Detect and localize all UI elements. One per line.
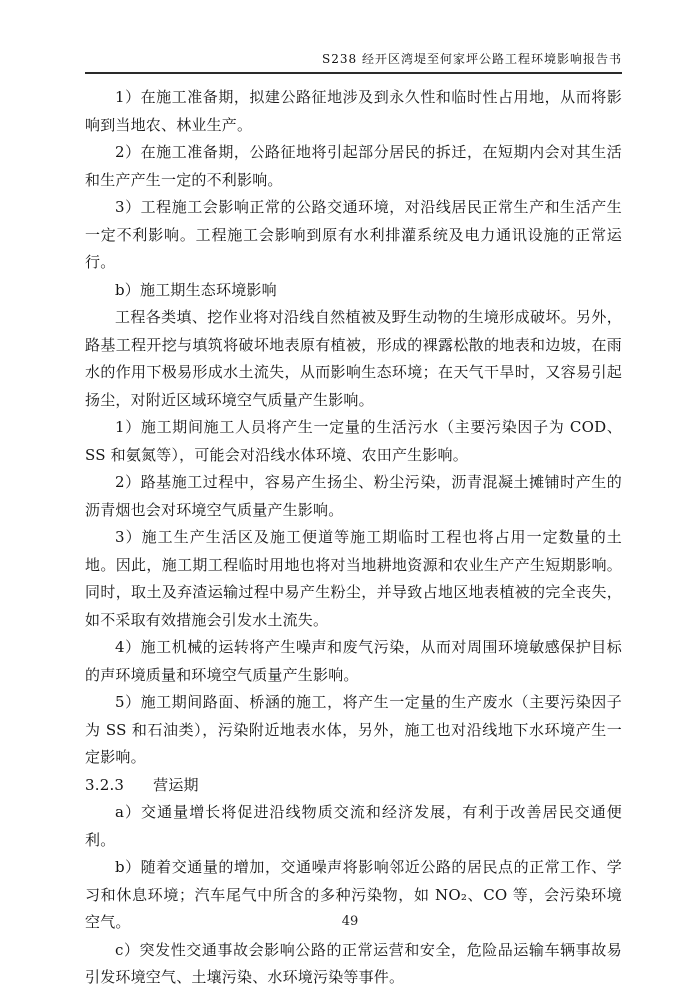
paragraph: 2）在施工准备期，公路征地将引起部分居民的拆迁，在短期内会对其生活和生产产生一定的不利影响。 xyxy=(85,143,622,189)
section-number: 3.2.3 xyxy=(85,775,125,794)
section-title: 营运期 xyxy=(153,775,199,794)
page-number: 49 xyxy=(341,914,359,929)
paragraph: c）突发性交通事故会影响公路的正常运营和安全，危险品运输车辆事故易引发环境空气、土壤污染、水环境污染等事件。 xyxy=(85,940,622,986)
subsection-heading-ecology: b）施工期生态环境影响 xyxy=(115,280,277,299)
section-heading-operation xyxy=(85,772,622,800)
paragraph: 1）施工期间施工人员将产生一定量的生活污水（主要污染因子为 COD、SS 和氨氮等），可能会对沿线水体环境、农田产生影响。 xyxy=(85,418,622,464)
paragraph: 3）施工生产生活区及施工便道等施工期临时工程也将占用一定数量的土地。因此，施工期工程临时用地也将对当地耕地资源和农业生产产生短期影响。同时，取土及弃渣运输过程中易产生粉尘，并导致占地区地表植被的完全丧失，如不采取有效措施会引发水土流失。 xyxy=(85,528,622,629)
paragraph: 2）路基施工过程中，容易产生扬尘、粉尘污染，沥青混凝土摊铺时产生的沥青烟也会对环境空气质量产生影响。 xyxy=(85,473,622,519)
running-header-title: S238 经开区湾堤至何家坪公路工程环境影响报告书 xyxy=(322,52,622,66)
page-body xyxy=(85,84,622,990)
paragraph: 工程各类填、挖作业将对沿线自然植被及野生动物的生境形成破坏。另外，路基工程开挖与填筑将破坏地表原有植被，形成的裸露松散的地表和边坡，在雨水的作用下极易形成水土流失，从而影响生态环境；在天气干旱时，又容易引起扬尘，对附近区域环境空气质量产生影响。 xyxy=(85,308,622,409)
paragraph: 4）施工机械的运转将产生噪声和废气污染，从而对周围环境敏感保护目标的声环境质量和环境空气质量产生影响。 xyxy=(85,638,622,684)
paragraph: 3）工程施工会影响正常的公路交通环境，对沿线居民正常生产和生活产生一定不利影响。工程施工会影响到原有水利排灌系统及电力通讯设施的正常运行。 xyxy=(85,198,622,271)
paragraph: 5）施工期间路面、桥涵的施工，将产生一定量的生产废水（主要污染因子为 SS 和石油类），污染附近地表水体，另外，施工也对沿线地下水环境产生一定影响。 xyxy=(85,693,622,766)
paragraph: b）随着交通量的增加，交通噪声将影响邻近公路的居民点的正常工作、学习和休息环境；汽车尾气中所含的多种污染物，如 NO₂、CO 等，会污染环境空气。 xyxy=(85,858,622,931)
paragraph: 1）在施工准备期，拟建公路征地涉及到永久性和临时性占用地，从而将影响到当地农、林业生产。 xyxy=(85,88,622,134)
running-header xyxy=(85,50,622,74)
paragraph: a）交通量增长将促进沿线物质交流和经济发展，有利于改善居民交通便利。 xyxy=(85,803,622,849)
page-footer xyxy=(0,914,700,929)
